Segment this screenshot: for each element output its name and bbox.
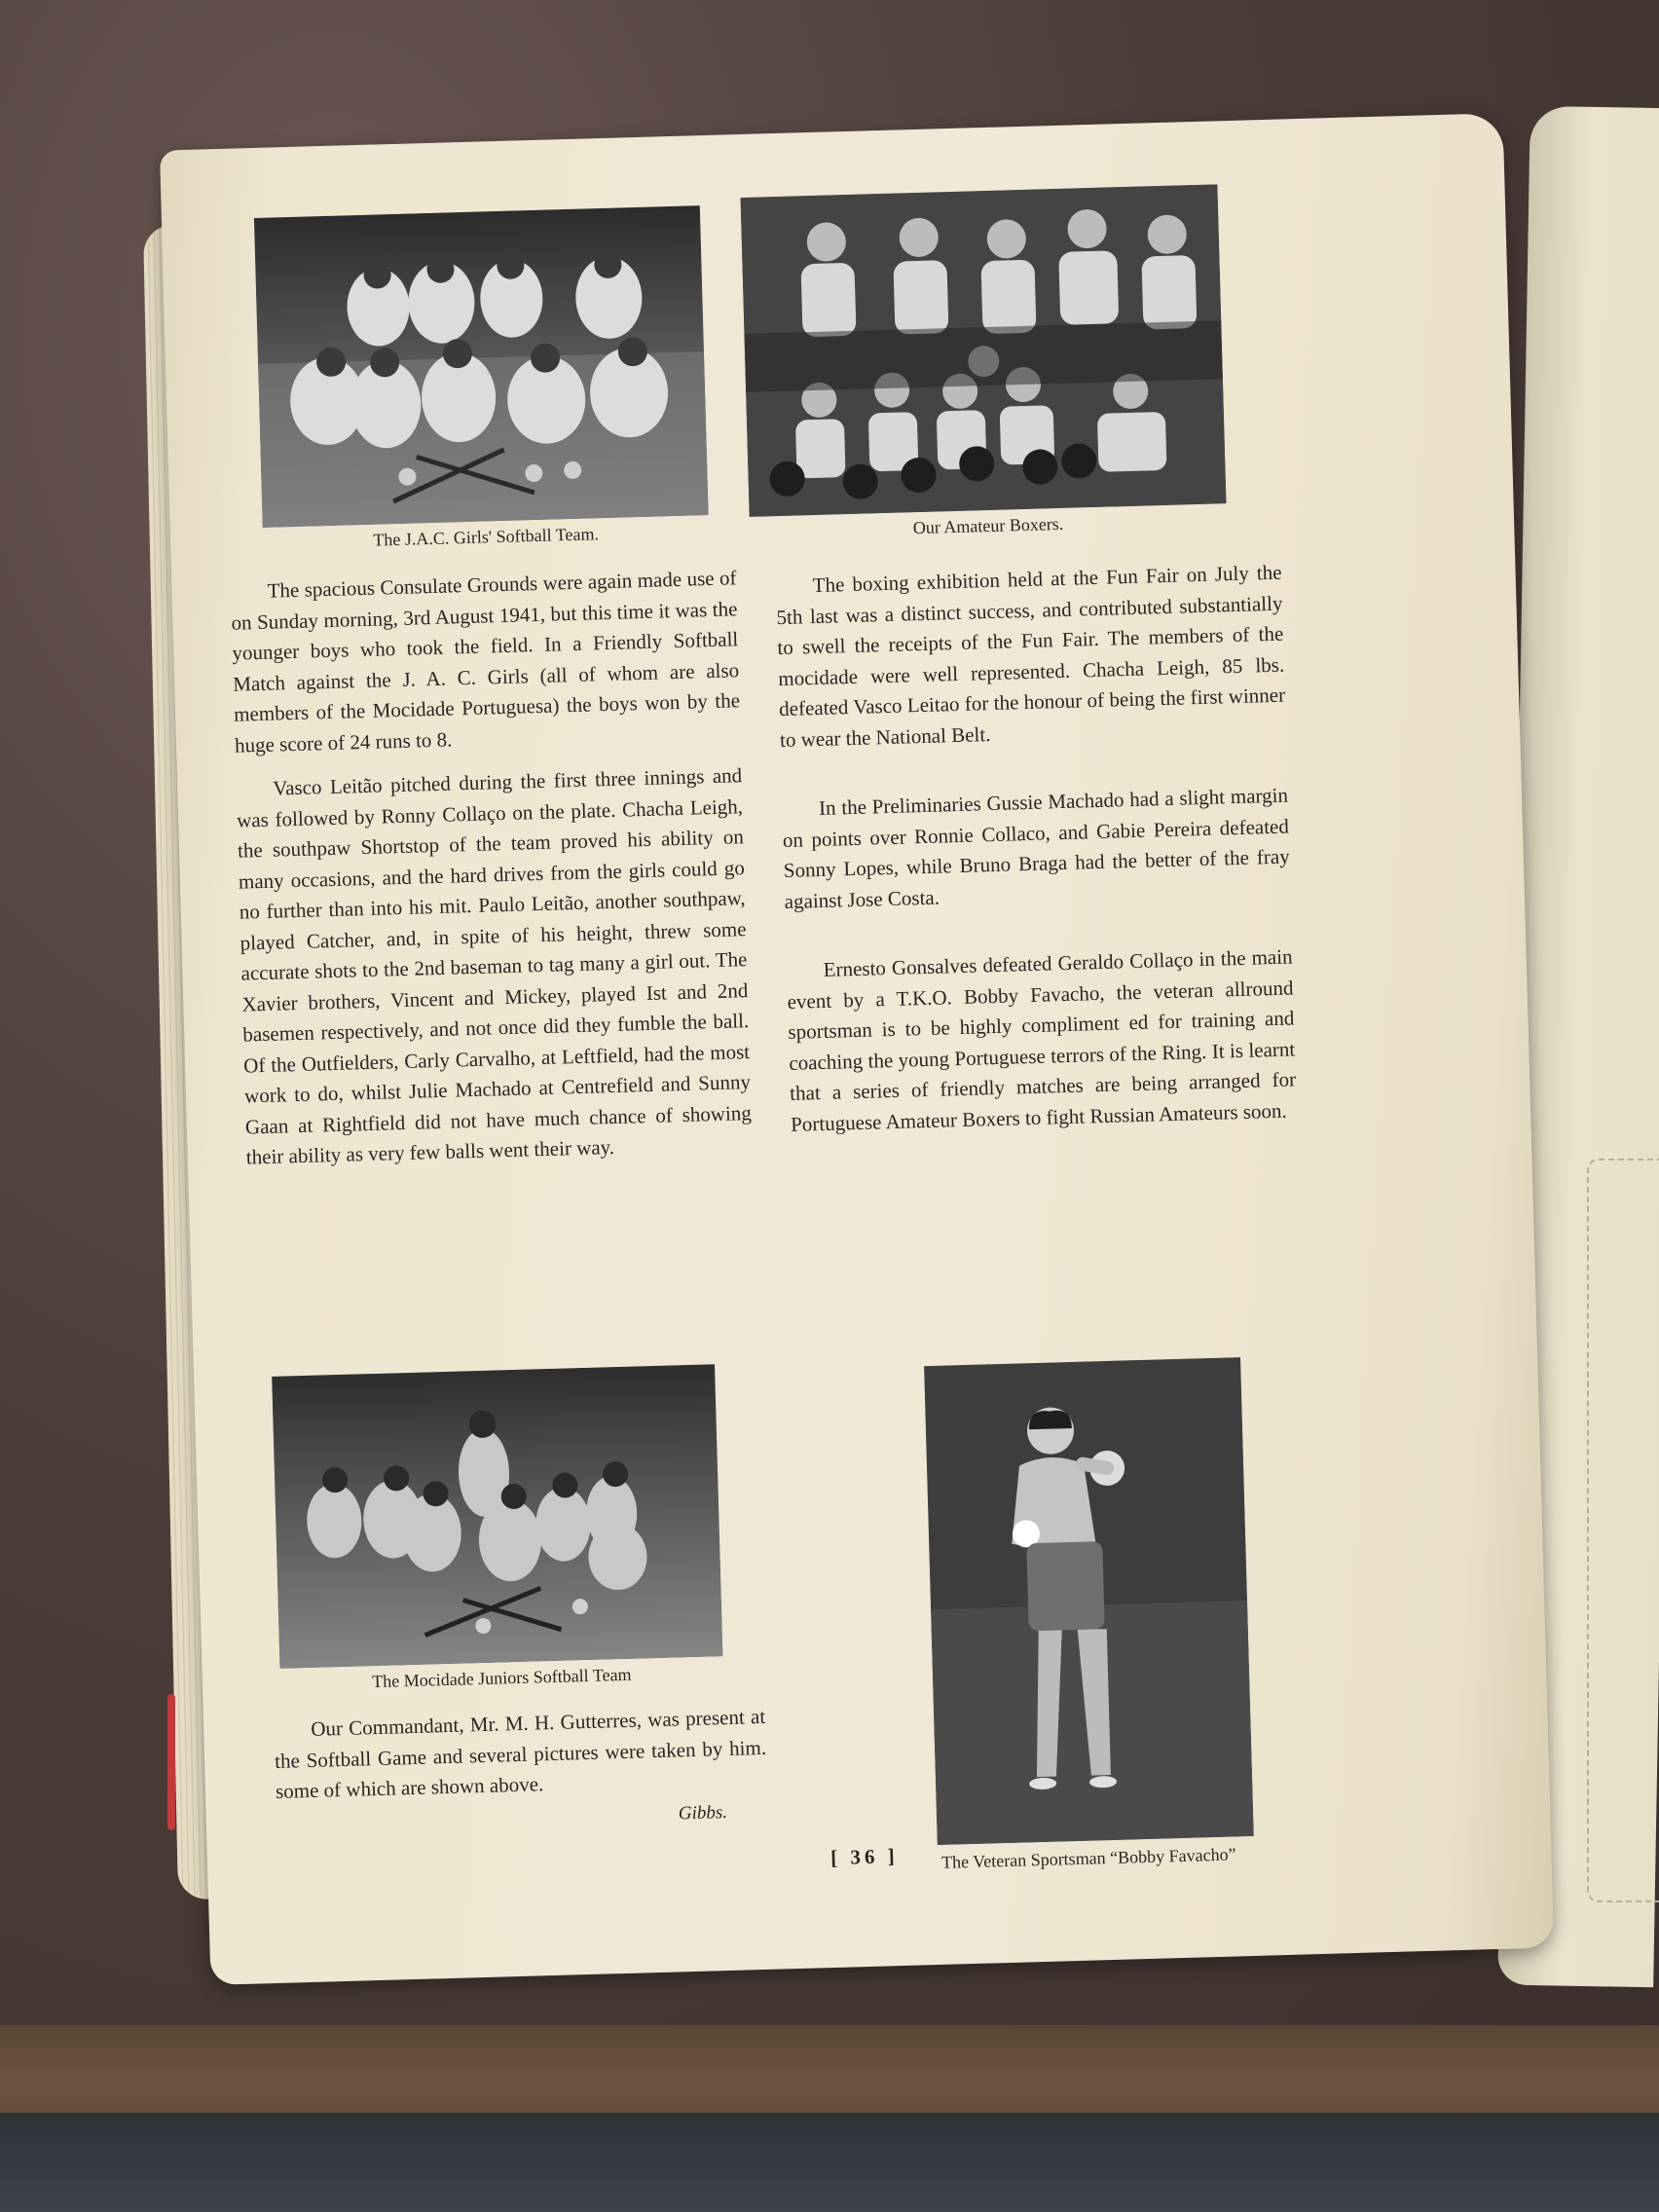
figure-girls-softball bbox=[254, 205, 711, 554]
girls-team-image bbox=[254, 205, 709, 528]
photo-girls-softball bbox=[254, 205, 709, 528]
caption-amateur-boxers: Our Amateur Boxers. bbox=[912, 513, 1064, 538]
facing-page-frame bbox=[1587, 1159, 1659, 1902]
author-signature: Gibbs. bbox=[678, 1802, 728, 1825]
boxers-image bbox=[741, 184, 1227, 517]
closing-paragraph: Our Commandant, Mr. M. H. Gutterres, was present at the Softball Game and several pictures were taken by him. some of which are shown above. bbox=[274, 1704, 767, 1803]
caption-bobby-favacho: The Veteran Sportsman “Bobby Favacho” bbox=[940, 1844, 1236, 1872]
floor bbox=[0, 2113, 1659, 2212]
right-paragraph-3: Ernesto Gonsalves defeated Geraldo Collaço in the main event by a T.K.O. Bobby Favacho, the veteran allround sportsman is to be highly compliment ed for training and coaching the young Portuguese terrors of the Ring. It is learnt that a series of friendly matches are being arranged for Portuguese Amateur Boxers to fight Russian Amateurs soon. bbox=[787, 944, 1297, 1136]
boxer-portrait-image bbox=[924, 1357, 1254, 1845]
caption-juniors-softball: The Mocidade Juniors Softball Team bbox=[371, 1664, 632, 1692]
photo-amateur-boxers bbox=[741, 184, 1227, 517]
photo-bobby-favacho bbox=[924, 1357, 1254, 1845]
page-content bbox=[160, 113, 1554, 1985]
page-number: [ 36 ] bbox=[830, 1844, 899, 1870]
book-page bbox=[160, 113, 1554, 1985]
left-column-text bbox=[230, 563, 753, 1187]
figure-juniors-softball bbox=[272, 1364, 728, 1695]
juniors-team-image bbox=[272, 1364, 722, 1669]
left-paragraph-2: Vasco Leitão pitched during the first three innings and was followed by Ronny Collaço on the plate. Chacha Leigh, the southpaw Shortstop of the team proved his ability on many occasions, and the hard drives from the girls could go no further than into his mit. Paulo Leitão, another southpaw, played Catcher, and, in spite of his height, threw some accurate shots to the 2nd baseman to tag many a girl out. The Xavier brothers, Vincent and Mickey, played Ist and 2nd basemen respectively, and not once did they fumble the ball. Of the Outfielders, Carly Carvalho, at Leftfield, had the most work to do, whilst Julie Machado at Centrefield and Sunny Gaan at Rightfield did not have much chance of showing their ability as very few balls went their way. bbox=[236, 763, 753, 1169]
right-paragraph-1: The boxing exhibition held at the Fun Fair on July the 5th last was a distinct success, and contributed substantially to swell the receipts of the Fun Fair. The members of the mocidade were well represented. Chacha Leigh, 85 lbs. defeated Vasco Leitao for the honour of being the first winner to wear the National Belt. bbox=[776, 560, 1286, 752]
left-paragraph-1: The spacious Consulate Grounds were again made use of on Sunday morning, 3rd August 1941, but this time it was the younger boys who took the field. In a Friendly Softball Match against the J. A. C. Girls (all of whom are also members of the Mocidade Portuguesa) the boys won by the huge score of 24 runs to 8. bbox=[231, 566, 741, 757]
figure-bobby-favacho bbox=[895, 1357, 1269, 1874]
figure-amateur-boxers bbox=[741, 184, 1230, 543]
caption-girls-softball: The J.A.C. Girls' Softball Team. bbox=[373, 524, 600, 550]
book-cover-edge bbox=[167, 1694, 175, 1830]
photo-juniors-softball bbox=[272, 1364, 722, 1669]
right-column-text bbox=[775, 558, 1297, 1154]
right-paragraph-2: In the Preliminaries Gussie Machado had a slight margin on points over Ronnie Collaco, and Gabie Pereira defeated Sonny Lopes, while Bruno Braga had the better of the fray against Jose Costa. bbox=[782, 783, 1290, 913]
